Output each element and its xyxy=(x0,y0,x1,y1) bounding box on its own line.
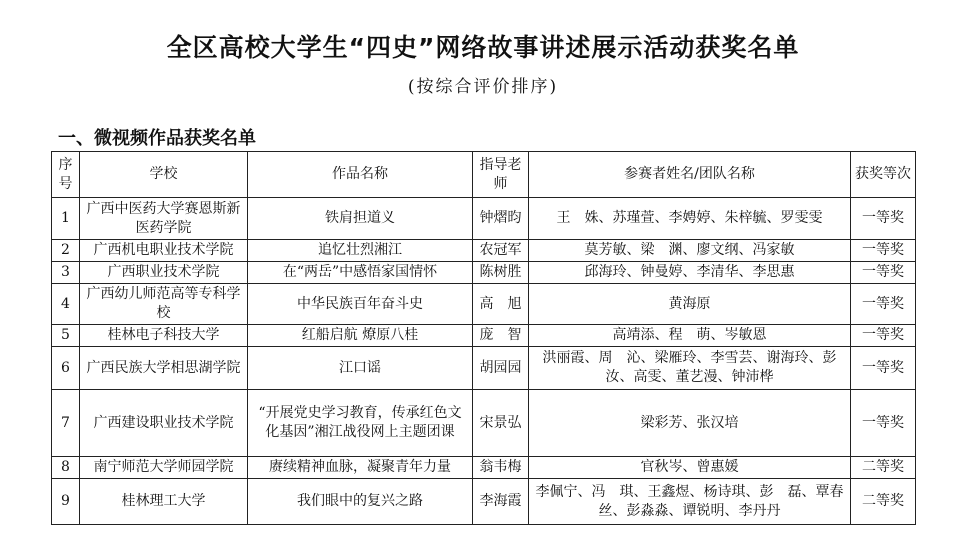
cell-participants: 王 姝、苏瑾萱、李娉婷、朱梓毓、罗雯雯 xyxy=(529,198,851,240)
cell-advisor: 农冠军 xyxy=(473,240,529,262)
cell-school: 广西民族大学相思湖学院 xyxy=(80,347,248,390)
cell-advisor: 庞 智 xyxy=(473,325,529,347)
cell-participants: 李佩宁、冯 琪、王鑫煜、杨诗琪、彭 磊、覃春丝、彭淼淼、谭锐明、李丹丹 xyxy=(529,479,851,525)
col-header-index: 序号 xyxy=(52,152,80,198)
cell-work: 中华民族百年奋斗史 xyxy=(248,284,473,325)
cell-index: 8 xyxy=(52,457,80,479)
table-row xyxy=(52,198,916,240)
cell-school: 广西建设职业技术学院 xyxy=(80,390,248,457)
cell-advisor: 李海霞 xyxy=(473,479,529,525)
cell-work: 铁肩担道义 xyxy=(248,198,473,240)
table-row xyxy=(52,240,916,262)
cell-work: 在“两岳”中感悟家国情怀 xyxy=(248,262,473,284)
page-title: 全区高校大学生“四史”网络故事讲述展示活动获奖名单 xyxy=(166,33,800,62)
table-row xyxy=(52,390,916,457)
cell-award: 一等奖 xyxy=(851,325,916,347)
cell-work: “开展党史学习教育，传承红色文化基因”湘江战役网上主题团课 xyxy=(248,390,473,457)
cell-award: 一等奖 xyxy=(851,390,916,457)
cell-participants: 黄海原 xyxy=(529,284,851,325)
cell-award: 一等奖 xyxy=(851,284,916,325)
cell-school: 广西机电职业技术学院 xyxy=(80,240,248,262)
cell-school: 广西幼儿师范高等专科学校 xyxy=(80,284,248,325)
cell-participants: 官秋岑、曾惠媛 xyxy=(529,457,851,479)
cell-index: 7 xyxy=(52,390,80,457)
cell-award: 一等奖 xyxy=(851,198,916,240)
table-header-row xyxy=(52,152,916,198)
col-header-school: 学校 xyxy=(80,152,248,198)
col-header-work: 作品名称 xyxy=(248,152,473,198)
cell-advisor: 翁韦梅 xyxy=(473,457,529,479)
cell-index: 2 xyxy=(52,240,80,262)
cell-participants: 高靖添、程 萌、岑敏恩 xyxy=(529,325,851,347)
cell-participants: 邱海玲、钟曼婷、李清华、李思惠 xyxy=(529,262,851,284)
cell-advisor: 宋景弘 xyxy=(473,390,529,457)
cell-work: 我们眼中的复兴之路 xyxy=(248,479,473,525)
table-row xyxy=(52,347,916,390)
col-header-award: 获奖等次 xyxy=(851,152,916,198)
col-header-advisor: 指导老师 xyxy=(473,152,529,198)
cell-advisor: 胡园园 xyxy=(473,347,529,390)
section-title: 一、微视频作品获奖名单 xyxy=(58,128,256,149)
cell-index: 4 xyxy=(52,284,80,325)
cell-award: 二等奖 xyxy=(851,479,916,525)
page-subtitle: (按综合评价排序) xyxy=(407,77,559,97)
cell-school: 广西职业技术学院 xyxy=(80,262,248,284)
cell-work: 赓续精神血脉，凝聚青年力量 xyxy=(248,457,473,479)
cell-award: 二等奖 xyxy=(851,457,916,479)
cell-school: 桂林电子科技大学 xyxy=(80,325,248,347)
cell-advisor: 陈树胜 xyxy=(473,262,529,284)
cell-advisor: 高 旭 xyxy=(473,284,529,325)
cell-award: 一等奖 xyxy=(851,240,916,262)
cell-work: 追忆壮烈湘江 xyxy=(248,240,473,262)
cell-index: 3 xyxy=(52,262,80,284)
cell-award: 一等奖 xyxy=(851,347,916,390)
cell-participants: 莫芳敏、梁 渊、廖文纲、冯家敏 xyxy=(529,240,851,262)
col-header-participants: 参赛者姓名/团队名称 xyxy=(529,152,851,198)
cell-work: 红船启航 燎原八桂 xyxy=(248,325,473,347)
cell-index: 6 xyxy=(52,347,80,390)
table-row xyxy=(52,325,916,347)
cell-award: 一等奖 xyxy=(851,262,916,284)
awards-table xyxy=(51,151,916,525)
cell-school: 桂林理工大学 xyxy=(80,479,248,525)
cell-index: 1 xyxy=(52,198,80,240)
table-row xyxy=(52,457,916,479)
table-row xyxy=(52,284,916,325)
cell-participants: 梁彩芳、张汉培 xyxy=(529,390,851,457)
cell-participants: 洪丽霞、周 沁、梁雁玲、李雪芸、谢海玲、彭汝、高雯、董艺漫、钟沛桦 xyxy=(529,347,851,390)
cell-work: 江口谣 xyxy=(248,347,473,390)
cell-school: 广西中医药大学赛恩斯新医药学院 xyxy=(80,198,248,240)
cell-advisor: 钟熠昀 xyxy=(473,198,529,240)
cell-school: 南宁师范大学师园学院 xyxy=(80,457,248,479)
cell-index: 5 xyxy=(52,325,80,347)
table-row xyxy=(52,479,916,525)
table-row xyxy=(52,262,916,284)
cell-index: 9 xyxy=(52,479,80,525)
